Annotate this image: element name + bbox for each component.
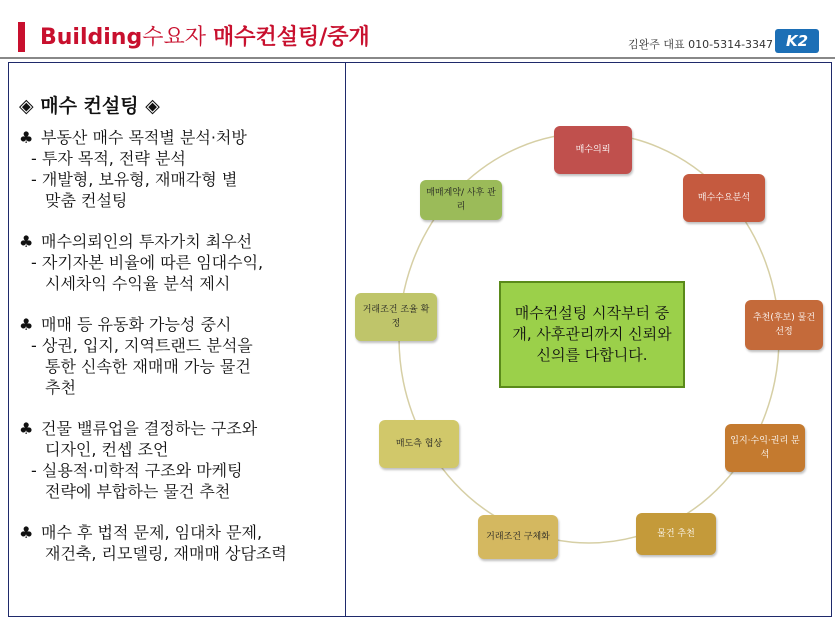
bullet-detail: - 투자 목적, 전략 분석 — [31, 149, 186, 168]
bullet-text: 매수 후 법적 문제, 임대차 문제, — [41, 523, 263, 542]
club-bullet-icon: ♣ — [19, 523, 34, 542]
center-message: 매수컨설팅 시작부터 중개, 사후관리까지 신뢰와 신의를 다합니다. — [499, 281, 685, 388]
bullet-detail: 시세차익 수익율 분석 제시 — [45, 274, 231, 293]
title-english: Building — [40, 25, 143, 50]
cycle-step-n1: 매수의뢰 — [554, 126, 632, 174]
title-korean-1: 수요자 — [142, 25, 213, 50]
cycle-step-n6: 거래조건 구체화 — [478, 515, 558, 559]
cycle-step-n5: 물건 추천 — [636, 513, 716, 555]
title-korean-2: 매수컨설팅/중개 — [212, 25, 370, 50]
club-bullet-icon: ♣ — [19, 232, 34, 251]
club-bullet-icon: ♣ — [19, 419, 34, 438]
bullet-detail: 맞춤 컨설팅 — [45, 191, 128, 210]
bullet-text: 매수의뢰인의 투자가치 최우선 — [41, 232, 253, 251]
bullet-text: 부동산 매수 목적별 분석·처방 — [41, 128, 247, 147]
bullet-detail: 재건축, 리모델링, 재매매 상담조력 — [45, 544, 287, 563]
cycle-step-n7: 매도측 협상 — [379, 420, 459, 468]
bullet-text: 매매 등 유동화 가능성 중시 — [41, 315, 232, 334]
cycle-step-n2: 매수수요분석 — [683, 174, 765, 222]
cycle-step-n4: 입지·수익·권리 분석 — [725, 424, 805, 472]
k2-logo: K2 — [775, 29, 819, 53]
bullet-detail: 전략에 부합하는 물건 추천 — [45, 482, 231, 501]
bullet-detail: - 상권, 입지, 지역트랜드 분석을 — [31, 336, 253, 355]
bullet-detail: - 실용적·미학적 구조와 마케팅 — [31, 461, 243, 480]
bullet-text: 건물 밸류업을 결정하는 구조와 — [41, 419, 258, 438]
bullet-detail: - 개발형, 보유형, 재매각형 별 — [31, 170, 238, 189]
cycle-step-n8: 거래조건 조율 확정 — [355, 293, 437, 341]
bullet-detail: 디자인, 컨셉 조언 — [45, 440, 169, 459]
bullet-detail: 추천 — [45, 378, 76, 397]
section-title: ◈ 매수 컨설팅 ◈ — [19, 95, 160, 117]
club-bullet-icon: ♣ — [19, 315, 34, 334]
club-bullet-icon: ♣ — [19, 128, 34, 147]
cycle-step-n9: 매매계약/ 사후 관리 — [420, 180, 502, 220]
contact-info: 김완주 대표 010-5314-3347 — [628, 38, 774, 51]
cycle-step-n3: 추천(후보) 물건 선정 — [745, 300, 823, 350]
bullet-detail: 통한 신속한 재매매 가능 물건 — [45, 357, 251, 376]
bullet-detail: - 자기자본 비율에 따른 임대수익, — [31, 253, 264, 272]
